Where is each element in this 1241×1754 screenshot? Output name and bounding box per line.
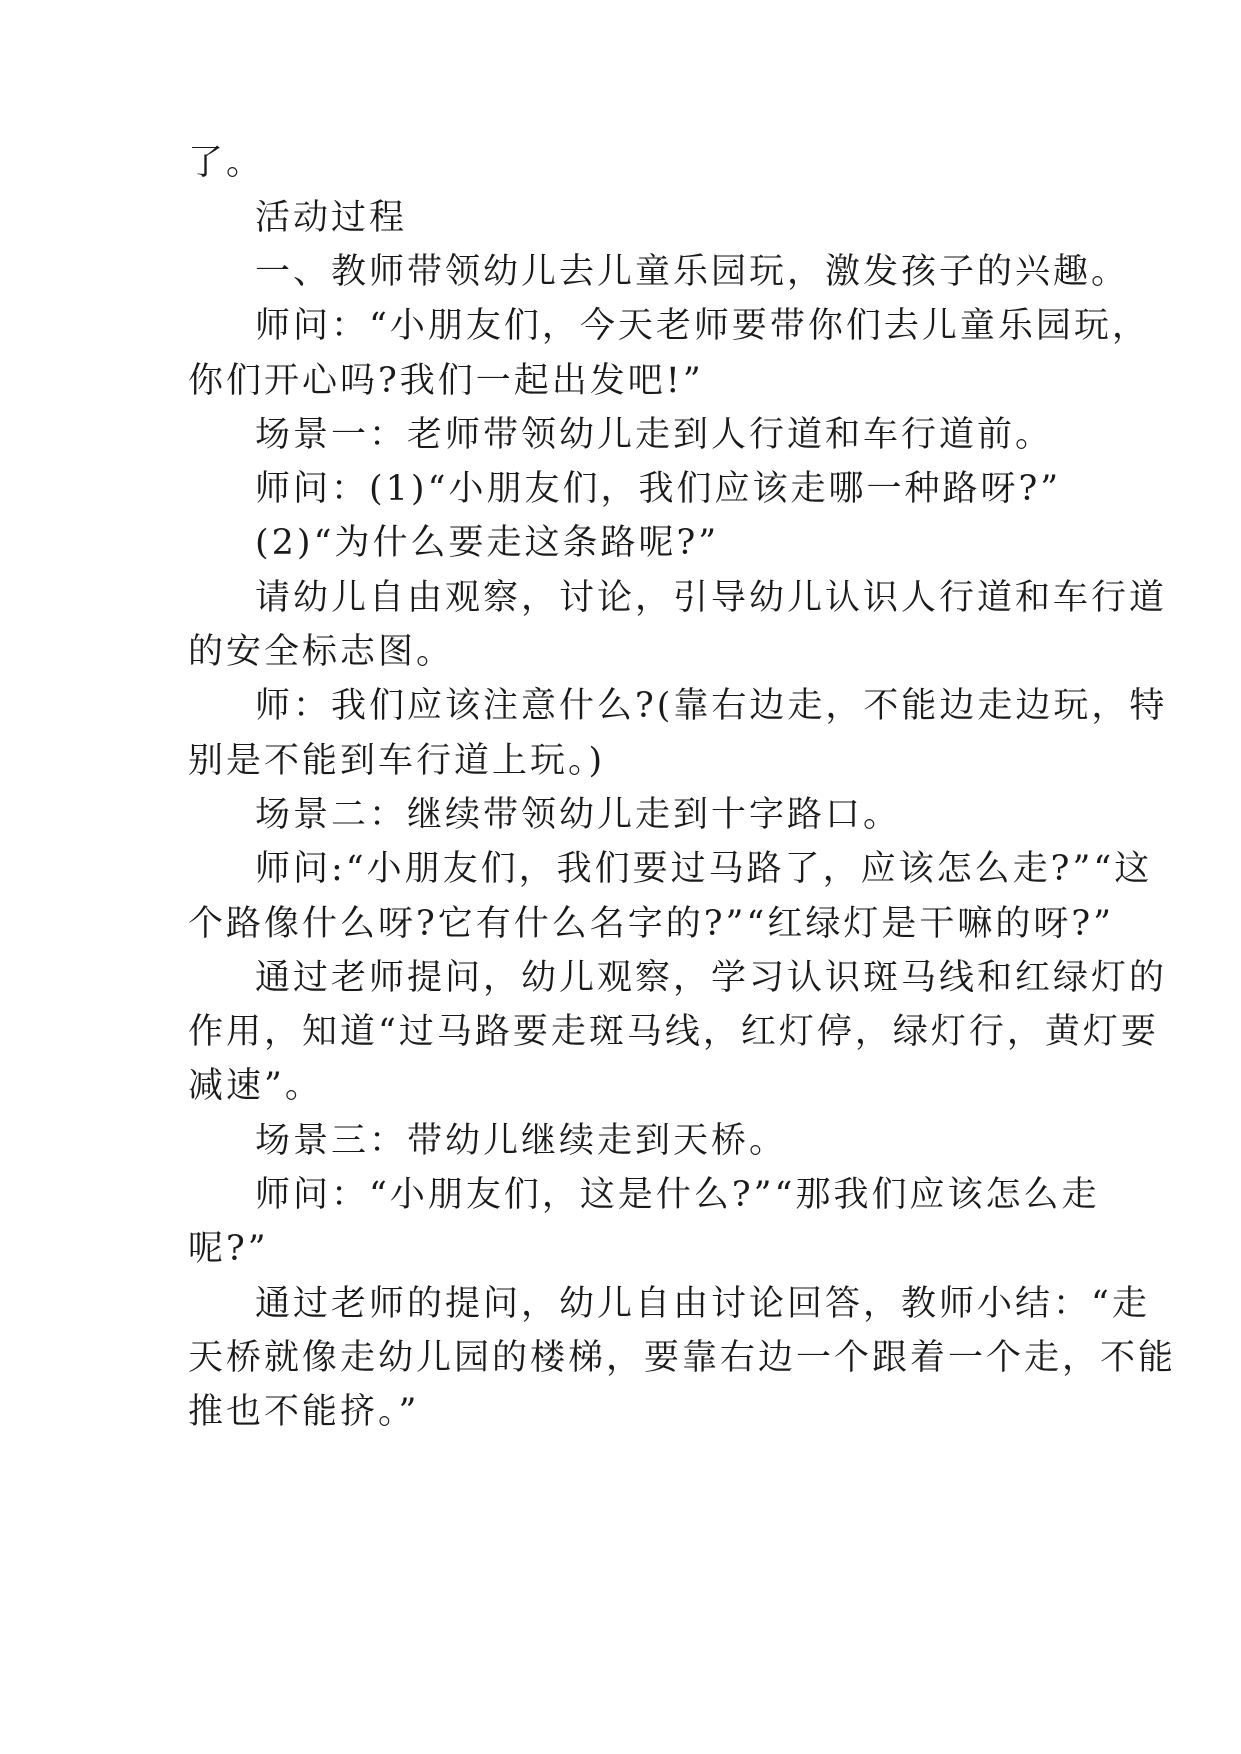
text-line: 推也不能挤。” [188,1392,420,1432]
text-line: 别是不能到车行道上玩。) [188,741,606,781]
text-line: 师问：“小朋友们，这是什么?”“那我们应该怎么走 [255,1175,1100,1215]
text-line: 通过老师的提问，幼儿自由讨论回答，教师小结：“走 [255,1284,1150,1324]
text-line: 天桥就像走幼儿园的楼梯，要靠右边一个跟着一个走，不能 [188,1338,1177,1378]
text-line: 个路像什么呀?它有什么名字的?”“红绿灯是干嘛的呀?” [188,904,1114,944]
text-line: 师问：“小朋友们，今天老师要带你们去儿童乐园玩， [255,306,1150,346]
text-line: (2)“为什么要走这条路呢?” [255,523,720,563]
text-line: 你们开心吗?我们一起出发吧!” [188,361,704,401]
text-line: 了。 [188,143,265,183]
text-line: 场景三：带幼儿继续走到天桥。 [255,1121,788,1161]
text-line: 通过老师提问，幼儿观察，学习认识斑马线和红绿灯的 [255,958,1168,998]
text-line: 请幼儿自由观察，讨论，引导幼儿认识人行道和车行道 [255,578,1168,618]
text-line: 一、教师带领幼儿去儿童乐园玩，激发孩子的兴趣。 [255,252,1130,292]
section-heading: 活动过程 [255,198,408,238]
text-line: 呢?” [188,1229,269,1269]
text-line: 师：我们应该注意什么?(靠右边走，不能边走边玩，特 [255,686,1168,726]
text-line: 师问：(1)“小朋友们，我们应该走哪一种路呀?” [255,469,1062,509]
text-line: 的安全标志图。 [188,632,455,672]
text-line: 场景二：继续带领幼儿走到十字路口。 [255,795,902,835]
text-line: 减速”。 [188,1066,323,1106]
text-line: 场景一：老师带领幼儿走到人行道和车行道前。 [255,415,1054,455]
text-line: 师问:“小朋友们，我们要过马路了，应该怎么走?”“这 [255,849,1153,889]
text-line: 作用，知道“过马路要走斑马线，红灯停，绿灯行，黄灯要 [188,1012,1159,1052]
